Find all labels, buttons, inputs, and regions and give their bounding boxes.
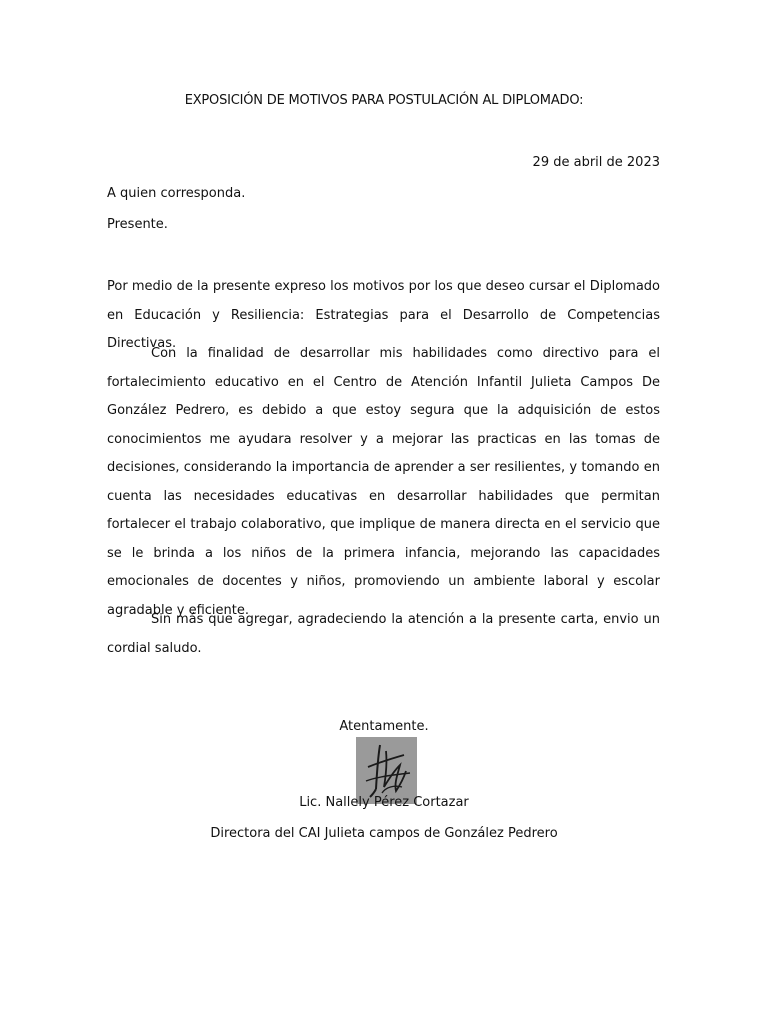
paragraph-motives: Con la finalidad de desarrollar mis habilidades como directivo para el fortalecimiento educativo en el Centro de Atención Infantil Julieta Campos De González Pedrero, es debido a que estoy segura que la adquisición de estos conocimientos me ayudara resolver y a mejorar las practicas en las tomas de decisiones, considerando la importancia de aprender a ser resilientes, y tomando en cuenta las necesidades educativas en desarrollar habilidades que permitan fortalecer el trabajo colaborativo, que implique de manera directa en el servicio que se le brinda a los niños de la primera infancia, mejorando las capacidades emocionales de docentes y niños, promoviendo un ambiente laboral y escolar agradable y eficiente. — [107, 346, 660, 618]
paragraph-closing: Sin más que agregar, agradeciendo la atención a la presente carta, envio un cordial saludo. — [107, 612, 660, 656]
presente-line: Presente. — [107, 217, 168, 232]
handwritten-signature — [356, 737, 417, 804]
letter-date: 29 de abril de 2023 — [532, 155, 660, 170]
paragraph-intro: Por medio de la presente expreso los motivos por los que deseo cursar el Diplomado en Educación y Resiliencia: Estrategias para el Desarrollo de Competencias Directivas. — [107, 279, 660, 351]
signer-name: Lic. Nallely Pérez Cortazar — [299, 795, 469, 810]
closing-text: Atentamente. — [339, 719, 429, 734]
signer-title: Directora del CAI Julieta campos de González Pedrero — [210, 826, 558, 841]
signature-scribble-icon — [356, 737, 417, 804]
salutation: A quien corresponda. — [107, 186, 246, 201]
document-title: EXPOSICIÓN DE MOTIVOS PARA POSTULACIÓN AL DIPLOMADO: — [184, 93, 584, 108]
